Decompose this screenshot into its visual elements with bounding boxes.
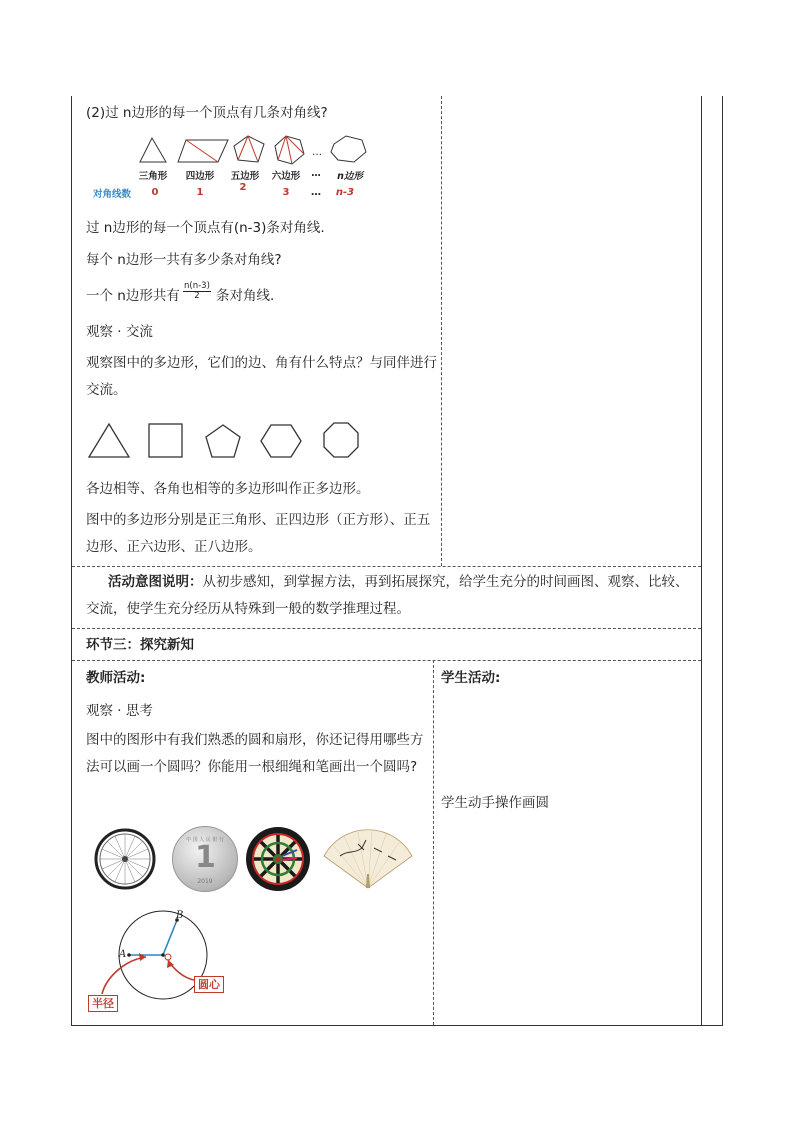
diag-count-quadrilateral: 1 [196,187,204,198]
student-activity-label: 学生活动: [441,670,501,686]
label-pentagon: 五边形 [230,171,260,182]
regular-octagon [324,423,358,457]
center-arrow [168,960,194,980]
section-3-title: 环节三：探究新知 [86,637,194,653]
square [149,424,182,457]
folding-fan-image [318,826,418,892]
circle-question: 图中的图形中有我们熟悉的圆和扇形，你还记得用哪些方法可以画一个圆吗？你能用一根细绳和笔画出一个圆吗? [86,732,424,775]
radius-tag: 半径 [88,995,118,1012]
center-tag: 圆心 [194,976,224,993]
polygon-diagonal-figures [130,132,380,168]
diag-count-n-gon: n-3 [335,187,355,198]
table-left-border [71,96,72,1026]
question-diagonals: (2)过 n边形的每一个顶点有几条对角线? [86,105,328,121]
row-divider-3 [72,660,701,661]
fraction-denominator: 2 [194,291,200,301]
activity-intent-text: 从初步感知，到掌握方法，再到拓展探究，给学生充分的时间画图、观察、比较、交流，使学生充分经历从特殊到一般的数学推理过程。 [86,574,689,617]
point-b-label: B [176,910,184,921]
diag-count-pentagon: 2 [239,182,247,193]
table-bottom-border [71,1025,723,1026]
table-right-border [722,96,723,1026]
regular-triangle [89,424,129,457]
diag-row-label: 对角线数 [92,189,131,200]
total-diagonals-question: 每个 n边形一共有多少条对角线? [86,252,282,268]
fraction-numerator: n(n-3) [184,281,210,291]
bicycle-wheel-image [94,828,156,890]
radius-line-b [163,920,177,955]
upper-column-divider [441,96,442,566]
each-vertex-statement: 过 n边形的每一个顶点有(n-3)条对角线. [86,220,325,236]
label-triangle: 三角形 [138,171,168,182]
teacher-activity-label: 教师活动: [86,670,146,686]
quadrilateral-diagonal [186,140,218,162]
row-divider-2 [72,628,701,629]
dartboard-image [245,826,311,892]
diag-count-triangle: 0 [151,187,159,198]
total-suffix: 条对角线. [216,288,275,304]
label-ellipsis: … [311,168,321,179]
n-gon-figure [331,136,366,162]
activity-intent-label: 活动意图说明： [108,574,203,590]
coin-image [172,826,238,892]
row-divider-1 [72,566,701,567]
regular-polygon-definition: 各边相等、各角也相等的多边形叫作正多边形。 [86,481,370,497]
regular-hexagon [261,425,301,457]
label-hexagon: 六边形 [271,171,301,182]
activity-intent [86,569,698,623]
observe-communicate-title: 观察 · 交流 [86,324,153,340]
diag-count-hexagon: 3 [282,187,290,198]
label-n-gon: n边形 [337,171,363,182]
label-quadrilateral: 四边形 [185,171,215,182]
coin-value: 1 [195,840,216,875]
triangle-figure [140,138,166,162]
figure-ellipsis: … [312,147,322,158]
quadrilateral-figure [178,140,228,162]
observe-communicate-text: 观察图中的多边形，它们的边、角有什么特点？与同伴进行交流。 [86,355,437,398]
student-drawing-action: 学生动手操作画圆 [441,795,549,811]
total-prefix: 一个 n边形共有 [86,288,180,304]
point-a-label: A [119,949,127,960]
regular-polygon-names: 图中的多边形分别是正三角形、正四边形（正方形）、正五边形、正六边形、正八边形。 [86,512,431,555]
regular-pentagon [206,425,240,457]
table-inner-right-border [701,96,702,1026]
diag-count-ellipsis: … [311,187,321,198]
observe-think-title: 观察 · 思考 [86,703,153,719]
lower-column-divider [433,660,434,1025]
coin-year: 2019 [197,878,213,885]
coin-bank-text: 中 国 人 民 银 行 [186,837,224,843]
total-fraction [183,282,211,301]
regular-polygons-figure [85,418,375,466]
